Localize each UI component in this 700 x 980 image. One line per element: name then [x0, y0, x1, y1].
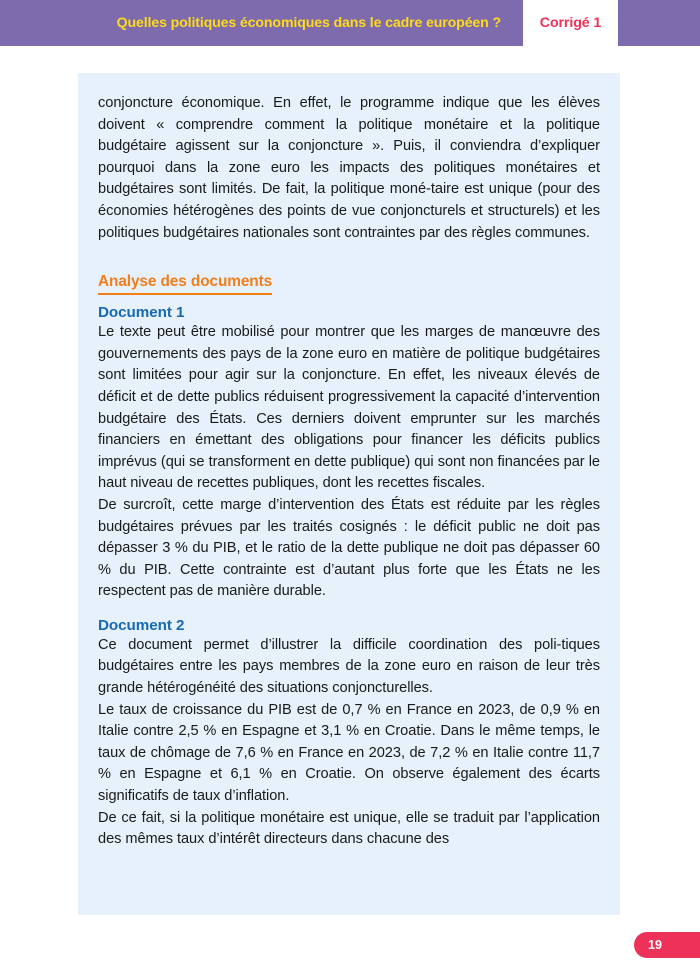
document-1-paragraph-1: Le texte peut être mobilisé pour montrer que les marges de manœuvre des gouvernements des pays de la zone euro en matière de politique budgétaires sont limitées pour agir sur la conjoncture. En effet, les niveaux élevés de déficit et de dette publics réduisent progressivement la capacité d’intervention budgétaire des États. Ces derniers doivent emprunter sur les marchés financiers en émettant des obligations pour financer les déficits publics imprévus (qui se transforment en dette publique) qui sont non financées par le haut niveau de recettes publiques, dont les recettes fiscales.	[98, 324, 600, 492]
document-2-paragraph-1: Ce document permet d’illustrer la difficile coordination des poli-tiques budgétaires entre les pays membres de la zone euro en raison de leur très grande hétérogénéité des situations conjoncturelles.	[98, 636, 600, 697]
page-header-band	[0, 0, 700, 46]
page-number: 19	[648, 938, 663, 952]
document-2-heading: Document 2	[98, 616, 185, 634]
chapter-tab-label: Corrigé 1	[539, 15, 602, 31]
chapter-tab	[523, 0, 618, 46]
document-2-paragraph-2: Le taux de croissance du PIB est de 0,7 % en France en 2023, de 0,9 % en Italie contre 2,5 % en Espagne et 3,1 % en Croatie. Dans le même temps, le taux de chômage de 7,6 % en France en 2023, de 7,2 % en Italie contre 11,7 % en Espagne et 6,1 % en Croatie. On observe également des écarts significatifs de taux d’inflation.	[98, 701, 600, 805]
document-1-heading: Document 1	[98, 304, 185, 322]
content-panel	[78, 73, 620, 915]
document-2-paragraph-3: De ce fait, si la politique monétaire est unique, elle se traduit par l’application des mêmes taux d’intérêt directeurs dans chacune des	[98, 809, 600, 848]
section-heading-wrapper	[98, 258, 600, 295]
page-title: Quelles politiques économiques dans le cadre européen ?	[116, 15, 501, 31]
page-number-badge	[634, 932, 700, 958]
intro-paragraph: conjoncture économique. En effet, le programme indique que les élèves doivent « comprendre comment la politique monétaire et la politique budgétaire agissent sur la conjoncture ». Puis, il conviendra d’expliquer pourquoi dans la zone euro les impacts des politiques monétaires et budgétaires sont limités. De fait, la politique moné-taire est unique (pour des économies hétérogènes des points de vue conjoncturels et structurels) et les politiques budgétaires nationales sont contraintes par des règles communes.	[98, 95, 600, 241]
section-heading-analyse-des-documents: Analyse des documents	[98, 273, 272, 295]
document-1-paragraph-2: De surcroît, cette marge d’intervention des États est réduite par les règles budgétaires prévues par les traités cosignés : le déficit public ne doit pas dépasser 3 % du PIB, et le ratio de la dette publique ne doit pas dépasser 60 % du PIB. Cette contrainte est d’autant plus forte que les États ne les respectent pas de manière durable.	[98, 496, 600, 600]
